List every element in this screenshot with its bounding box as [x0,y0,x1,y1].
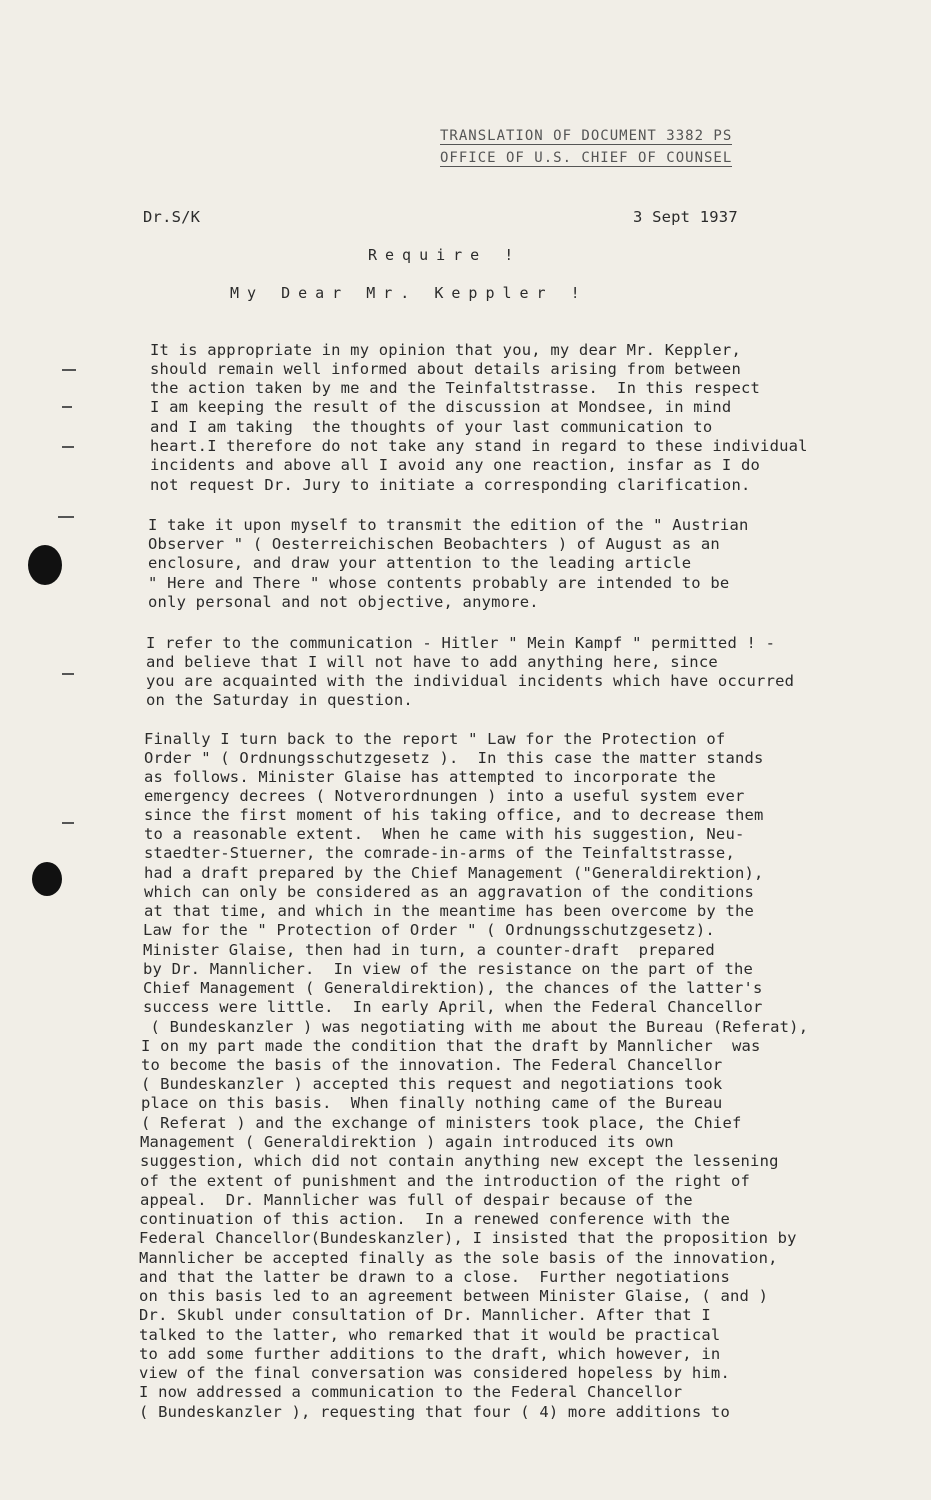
text-line: I now addressed a communication to the Federal Chancellor [139,1383,683,1401]
text-line: continuation of this action. In a renewed conference with the [139,1210,730,1228]
text-line: Federal Chancellor(Bundeskanzler), I insisted that the proposition by [139,1229,797,1247]
text-line: place on this basis. When finally nothing came of the Bureau [141,1094,723,1112]
text-line: on this basis led to an agreement between Minister Glaise, ( and ) [139,1287,769,1305]
text-line: I refer to the communication - Hitler " Mein Kampf " permitted ! - [146,634,776,652]
text-line: I am keeping the result of the discussion at Mondsee, in mind [150,398,732,416]
text-line: only personal and not objective, anymore. [148,593,539,611]
text-line: appeal. Dr. Mannlicher was full of despair because of the [140,1191,693,1209]
header-office: OFFICE OF U.S. CHIEF OF COUNSEL [440,150,733,166]
text-line: talked to the latter, who remarked that it would be practical [139,1326,721,1344]
reference-code: Dr.S/K [143,208,201,226]
text-line: Finally I turn back to the report " Law for the Protection of [144,730,726,748]
text-line: ( Referat ) and the exchange of ministers took place, the Chief [141,1114,742,1132]
text-line: Order " ( Ordnungsschutzgesetz ). In this case the matter stands [144,749,764,767]
text-line: and that the latter be drawn to a close. Further negotiations [139,1268,730,1286]
text-line: which can only be considered as an aggravation of the conditions [144,883,755,901]
text-line: had a draft prepared by the Chief Management ("Generaldirektion), [144,864,764,882]
text-line: ( Bundeskanzler ) accepted this request and negotiations took [141,1075,723,1093]
text-line: you are acquainted with the individual incidents which have occurred [146,672,795,690]
text-line: Chief Management ( Generaldirektion), the chances of the latter's [143,979,763,997]
text-line: at that time, and which in the meantime has been overcome by the [144,902,755,920]
text-line: ( Bundeskanzler ) was negotiating with me about the Bureau (Referat), [141,1018,809,1036]
text-line: staedter-Stuerner, the comrade-in-arms of the Teinfaltstrasse, [144,844,735,862]
text-line: should remain well informed about details arising from between [150,360,741,378]
margin-mark [62,446,74,448]
margin-mark [62,406,72,408]
text-line: Management ( Generaldirektion ) again introduced its own [140,1133,674,1151]
text-line: heart.I therefore do not take any stand in regard to these individual [150,437,808,455]
header-title: TRANSLATION OF DOCUMENT 3382 PS [440,128,733,144]
text-line: enclosure, and draw your attention to the leading article [148,554,692,572]
text-line: Mannlicher be accepted finally as the sole basis of the innovation, [139,1249,778,1267]
text-line: incidents and above all I avoid any one reaction, insfar as I do [150,456,761,474]
ink-blot [28,545,62,585]
margin-mark [62,822,74,824]
text-line: since the first moment of his taking office, and to decrease them [144,806,764,824]
text-line: Dr. Skubl under consultation of Dr. Mannlicher. After that I [139,1306,711,1324]
margin-mark [62,369,76,371]
text-line: and believe that I will not have to add anything here, since [146,653,718,671]
text-line: emergency decrees ( Notverordnungen ) into a useful system ever [144,787,745,805]
margin-mark [58,516,74,518]
text-line: view of the final conversation was considered hopeless by him. [139,1364,730,1382]
text-line: and I am taking the thoughts of your last communication to [150,418,713,436]
text-line: not request Dr. Jury to initiate a corresponding clarification. [150,476,751,494]
text-line: the action taken by me and the Teinfaltstrasse. In this respect [150,379,761,397]
text-line: Minister Glaise, then had in turn, a counter-draft prepared [143,941,715,959]
text-line: suggestion, which did not contain anything new except the lessening [140,1152,779,1170]
subject-line: Require ! [368,246,522,264]
text-line: I on my part made the condition that the draft by Mannlicher was [141,1037,761,1055]
text-line: as follows. Minister Glaise has attempted to incorporate the [144,768,716,786]
text-line: ( Bundeskanzler ), requesting that four ( 4) more additions to [139,1403,730,1421]
margin-mark [62,673,74,675]
ink-blot [32,862,62,896]
text-line: by Dr. Mannlicher. In view of the resistance on the part of the [143,960,754,978]
text-line: success were little. In early April, when the Federal Chancellor [143,998,763,1016]
text-line: I take it upon myself to transmit the edition of the " Austrian [148,516,749,534]
text-line: to add some further additions to the draft, which however, in [139,1345,721,1363]
text-line: " Here and There " whose contents probably are intended to be [148,574,730,592]
text-line: of the extent of punishment and the introduction of the right of [140,1172,751,1190]
text-line: Observer " ( Oesterreichischen Beobachters ) of August as an [148,535,720,553]
letter-date: 3 Sept 1937 [633,208,738,226]
salutation: My Dear Mr. Keppler ! [230,284,588,302]
text-line: on the Saturday in question. [146,691,413,709]
text-line: It is appropriate in my opinion that you, my dear Mr. Keppler, [150,341,741,359]
text-line: to become the basis of the innovation. The Federal Chancellor [141,1056,723,1074]
text-line: Law for the " Protection of Order " ( Ordnungsschutzgesetz). [143,921,715,939]
text-line: to a reasonable extent. When he came with his suggestion, Neu- [144,825,745,843]
